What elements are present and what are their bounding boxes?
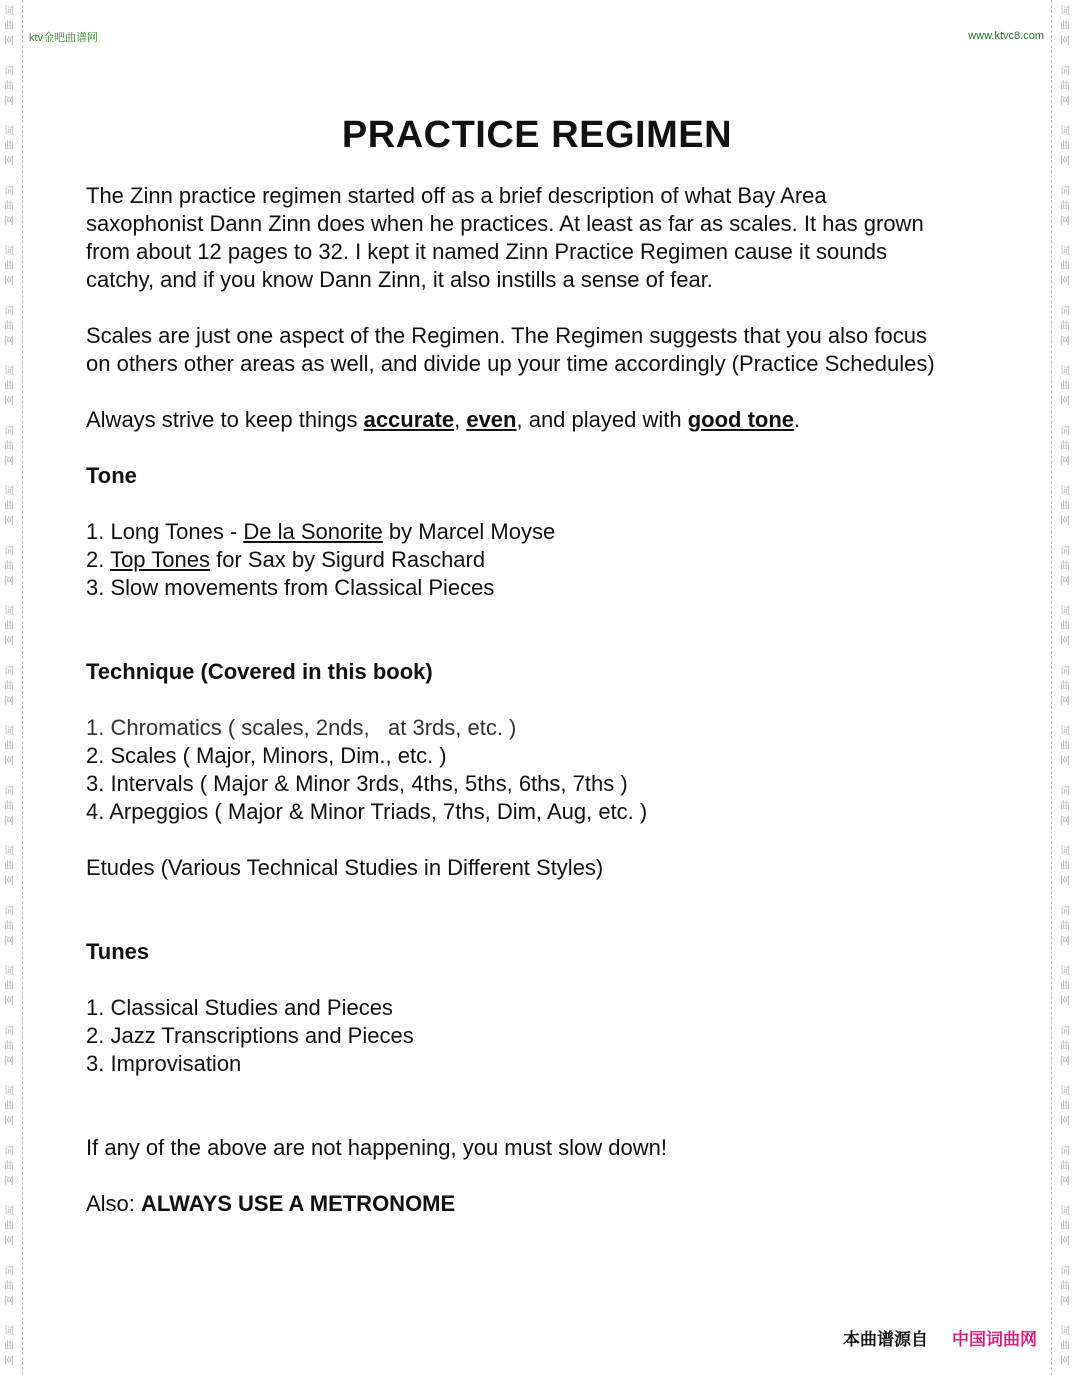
watermark-char: 网: [1060, 456, 1070, 467]
watermark-char: 曲: [4, 1101, 14, 1112]
watermark-char: 曲: [1060, 1341, 1070, 1352]
watermark-char: 曲: [4, 801, 14, 812]
watermark-char: 词: [4, 306, 14, 317]
strive-sep: ,: [454, 407, 467, 432]
watermark-char: 网: [1060, 936, 1070, 947]
book-title-top-tones: Top Tones: [110, 547, 210, 572]
scales-line: Scales are just one aspect of the Regimen. The Regimen suggests that you also focus: [86, 323, 927, 348]
watermark-char: 词: [1060, 546, 1070, 557]
watermark-char: 词: [4, 1146, 14, 1157]
watermark-char: 网: [1060, 36, 1070, 47]
emphasis-even: even: [466, 407, 517, 432]
right-watermark-strip: [1051, 0, 1074, 1375]
watermark-char: 词: [4, 606, 14, 617]
watermark-char: 词: [4, 966, 14, 977]
watermark-char: 网: [4, 36, 14, 47]
watermark-char: 网: [4, 516, 14, 527]
watermark-char: 网: [4, 576, 14, 587]
watermark-char: 词: [4, 1266, 14, 1277]
technique-item: 2. Scales ( Major, Minors, Dim., etc. ): [86, 743, 447, 768]
watermark-char: 网: [1060, 216, 1070, 227]
watermark-char: 词: [1060, 966, 1070, 977]
intro-paragraph: [86, 182, 1006, 294]
watermark-char: 网: [1060, 1296, 1070, 1307]
watermark-char: 网: [4, 1116, 14, 1127]
intro-line: catchy, and if you know Dann Zinn, it also instills a sense of fear.: [86, 267, 713, 292]
tone-heading: Tone: [86, 463, 137, 488]
watermark-char: 曲: [4, 381, 14, 392]
watermark-char: 词: [4, 1026, 14, 1037]
watermark-char: 词: [1060, 726, 1070, 737]
watermark-char: 曲: [1060, 501, 1070, 512]
header-site-prefix: ktv: [29, 32, 44, 44]
watermark-char: 词: [1060, 846, 1070, 857]
emphasis-good-tone: good tone: [687, 407, 795, 432]
watermark-char: 词: [4, 66, 14, 77]
tone-item: 3. Slow movements from Classical Pieces: [86, 575, 495, 600]
tone-item-suffix: by Marcel Moyse: [382, 519, 556, 544]
watermark-char: 网: [1060, 636, 1070, 647]
watermark-char: 曲: [1060, 1221, 1070, 1232]
watermark-char: 曲: [4, 921, 14, 932]
watermark-char: 曲: [1060, 81, 1070, 92]
watermark-char: 曲: [1060, 261, 1070, 272]
watermark-char: 词: [1060, 606, 1070, 617]
watermark-char: 网: [4, 1056, 14, 1067]
watermark-char: 网: [1060, 1116, 1070, 1127]
watermark-char: 词: [1060, 1206, 1070, 1217]
watermark-char: 词: [1060, 186, 1070, 197]
watermark-char: 词: [1060, 1326, 1070, 1337]
watermark-char: 网: [1060, 1176, 1070, 1187]
slow-down-line: If any of the above are not happening, you must slow down!: [86, 1135, 667, 1160]
watermark-char: 曲: [1060, 921, 1070, 932]
watermark-char: 词: [1060, 666, 1070, 677]
footer-source-label: 本曲谱源自: [843, 1330, 928, 1350]
strive-end: .: [794, 407, 801, 432]
strive-mid: , and played with: [516, 407, 688, 432]
watermark-char: 词: [4, 1206, 14, 1217]
intro-line: saxophonist Dann Zinn does when he practices. At least as far as scales. It has grown: [86, 211, 924, 236]
watermark-char: 词: [1060, 1146, 1070, 1157]
watermark-char: 曲: [4, 21, 14, 32]
watermark-char: 网: [1060, 576, 1070, 587]
watermark-char: 曲: [4, 741, 14, 752]
watermark-char: 网: [4, 456, 14, 467]
watermark-char: 曲: [1060, 21, 1070, 32]
watermark-char: 网: [4, 756, 14, 767]
watermark-char: 词: [1060, 246, 1070, 257]
watermark-char: 网: [4, 156, 14, 167]
watermark-char: 网: [1060, 276, 1070, 287]
watermark-char: 曲: [1060, 861, 1070, 872]
watermark-char: 词: [4, 906, 14, 917]
watermark-char: 词: [1060, 1026, 1070, 1037]
watermark-char: 曲: [1060, 1281, 1070, 1292]
watermark-char: 曲: [1060, 801, 1070, 812]
watermark-char: 网: [4, 216, 14, 227]
watermark-char: 词: [1060, 486, 1070, 497]
footer-site-name: 中国词曲网: [952, 1330, 1037, 1350]
watermark-char: 词: [4, 426, 14, 437]
watermark-char: 曲: [1060, 201, 1070, 212]
watermark-char: 网: [1060, 96, 1070, 107]
watermark-char: 曲: [4, 1161, 14, 1172]
tunes-heading: Tunes: [86, 939, 150, 964]
watermark-char: 网: [1060, 696, 1070, 707]
watermark-char: 词: [1060, 426, 1070, 437]
watermark-char: 网: [1060, 876, 1070, 887]
watermark-char: 词: [4, 726, 14, 737]
watermark-char: 曲: [4, 1221, 14, 1232]
watermark-char: 词: [4, 246, 14, 257]
watermark-char: 网: [1060, 516, 1070, 527]
watermark-char: 曲: [4, 501, 14, 512]
watermark-char: 词: [4, 186, 14, 197]
tunes-item: 3. Improvisation: [86, 1051, 242, 1076]
watermark-char: 词: [4, 846, 14, 857]
watermark-char: 曲: [4, 201, 14, 212]
scales-paragraph: [86, 322, 1006, 378]
watermark-char: 曲: [4, 561, 14, 572]
watermark-char: 网: [4, 336, 14, 347]
watermark-char: 曲: [1060, 981, 1070, 992]
watermark-char: 曲: [4, 261, 14, 272]
watermark-char: 词: [1060, 1266, 1070, 1277]
watermark-char: 网: [4, 936, 14, 947]
tone-item: [86, 546, 1006, 574]
also-prefix: Also:: [86, 1191, 142, 1216]
watermark-char: 曲: [1060, 1101, 1070, 1112]
technique-item: 4. Arpeggios ( Major & Minor Triads, 7ths, Dim, Aug, etc. ): [86, 799, 648, 824]
book-title-de-la-sonorite: De la Sonorite: [243, 519, 383, 544]
watermark-char: 网: [1060, 756, 1070, 767]
watermark-char: 词: [4, 486, 14, 497]
emphasis-accurate: accurate: [363, 407, 455, 432]
watermark-char: 网: [4, 1236, 14, 1247]
watermark-char: 曲: [4, 81, 14, 92]
metronome-line: [86, 1190, 1006, 1218]
watermark-char: 网: [1060, 1056, 1070, 1067]
watermark-char: 网: [1060, 816, 1070, 827]
intro-line: The Zinn practice regimen started off as a brief description of what Bay Area: [86, 183, 827, 208]
watermark-char: 网: [1060, 396, 1070, 407]
watermark-char: 网: [1060, 1356, 1070, 1367]
strive-prefix: Always strive to keep things: [86, 407, 364, 432]
page-title: PRACTICE REGIMEN: [341, 114, 733, 156]
watermark-char: 网: [4, 996, 14, 1007]
watermark-char: 网: [1060, 336, 1070, 347]
tunes-item: 1. Classical Studies and Pieces: [86, 995, 393, 1020]
watermark-char: 曲: [4, 861, 14, 872]
header-site-url: www.ktvc8.com: [968, 30, 1044, 42]
watermark-char: 网: [4, 276, 14, 287]
scales-line: on others other areas as well, and divide up your time accordingly (Practice Schedules): [86, 351, 935, 376]
metronome-emphasis: ALWAYS USE A METRONOME: [141, 1191, 456, 1216]
tunes-item: 2. Jazz Transcriptions and Pieces: [86, 1023, 414, 1048]
watermark-char: 词: [4, 666, 14, 677]
tone-item-prefix: 2.: [86, 547, 111, 572]
watermark-char: 词: [1060, 6, 1070, 17]
intro-line: from about 12 pages to 32. I kept it named Zinn Practice Regimen cause it sounds: [86, 239, 888, 264]
technique-heading: Technique (Covered in this book): [86, 659, 433, 684]
header-site-cn: 金吧曲谱网: [43, 32, 99, 44]
technique-item: 1. Chromatics ( scales, 2nds, at 3rds, etc. ): [86, 715, 517, 740]
left-watermark-strip: [0, 0, 23, 1375]
watermark-char: 曲: [1060, 321, 1070, 332]
watermark-char: 曲: [1060, 1161, 1070, 1172]
watermark-char: 曲: [1060, 561, 1070, 572]
watermark-char: 网: [4, 1296, 14, 1307]
watermark-char: 网: [1060, 1236, 1070, 1247]
watermark-char: 网: [4, 876, 14, 887]
header-site-name: [29, 29, 98, 45]
watermark-char: 词: [4, 786, 14, 797]
watermark-char: 网: [4, 1356, 14, 1367]
watermark-char: 网: [1060, 996, 1070, 1007]
watermark-char: 曲: [4, 1341, 14, 1352]
watermark-char: 词: [4, 126, 14, 137]
watermark-char: 曲: [4, 1041, 14, 1052]
watermark-char: 网: [4, 96, 14, 107]
watermark-char: 网: [4, 636, 14, 647]
watermark-char: 词: [1060, 306, 1070, 317]
watermark-char: 词: [1060, 906, 1070, 917]
watermark-char: 曲: [4, 321, 14, 332]
watermark-char: 曲: [4, 621, 14, 632]
etudes-line: Etudes (Various Technical Studies in Different Styles): [86, 855, 604, 880]
watermark-char: 曲: [4, 981, 14, 992]
technique-item: 3. Intervals ( Major & Minor 3rds, 4ths, 5ths, 6ths, 7ths ): [86, 771, 628, 796]
watermark-char: 曲: [4, 141, 14, 152]
watermark-char: 曲: [1060, 1041, 1070, 1052]
watermark-char: 曲: [1060, 141, 1070, 152]
tone-item: [86, 518, 1006, 546]
watermark-char: 词: [1060, 126, 1070, 137]
watermark-char: 词: [1060, 366, 1070, 377]
watermark-char: 词: [4, 1326, 14, 1337]
watermark-char: 词: [4, 1086, 14, 1097]
watermark-char: 词: [4, 546, 14, 557]
watermark-char: 曲: [1060, 621, 1070, 632]
watermark-char: 曲: [1060, 381, 1070, 392]
watermark-char: 网: [4, 696, 14, 707]
watermark-char: 曲: [1060, 681, 1070, 692]
watermark-char: 词: [4, 6, 14, 17]
watermark-char: 词: [1060, 1086, 1070, 1097]
tone-item-prefix: 1. Long Tones -: [86, 519, 244, 544]
watermark-char: 曲: [4, 441, 14, 452]
document-body: [86, 182, 1006, 1218]
watermark-char: 曲: [4, 1281, 14, 1292]
watermark-char: 网: [4, 1176, 14, 1187]
watermark-char: 词: [4, 366, 14, 377]
tone-item-suffix: for Sax by Sigurd Raschard: [209, 547, 486, 572]
watermark-char: 词: [1060, 786, 1070, 797]
watermark-char: 网: [1060, 156, 1070, 167]
watermark-char: 曲: [4, 681, 14, 692]
watermark-char: 网: [4, 396, 14, 407]
watermark-char: 曲: [1060, 741, 1070, 752]
watermark-char: 网: [4, 816, 14, 827]
strive-sentence: [86, 406, 1006, 434]
watermark-char: 词: [1060, 66, 1070, 77]
watermark-char: 曲: [1060, 441, 1070, 452]
